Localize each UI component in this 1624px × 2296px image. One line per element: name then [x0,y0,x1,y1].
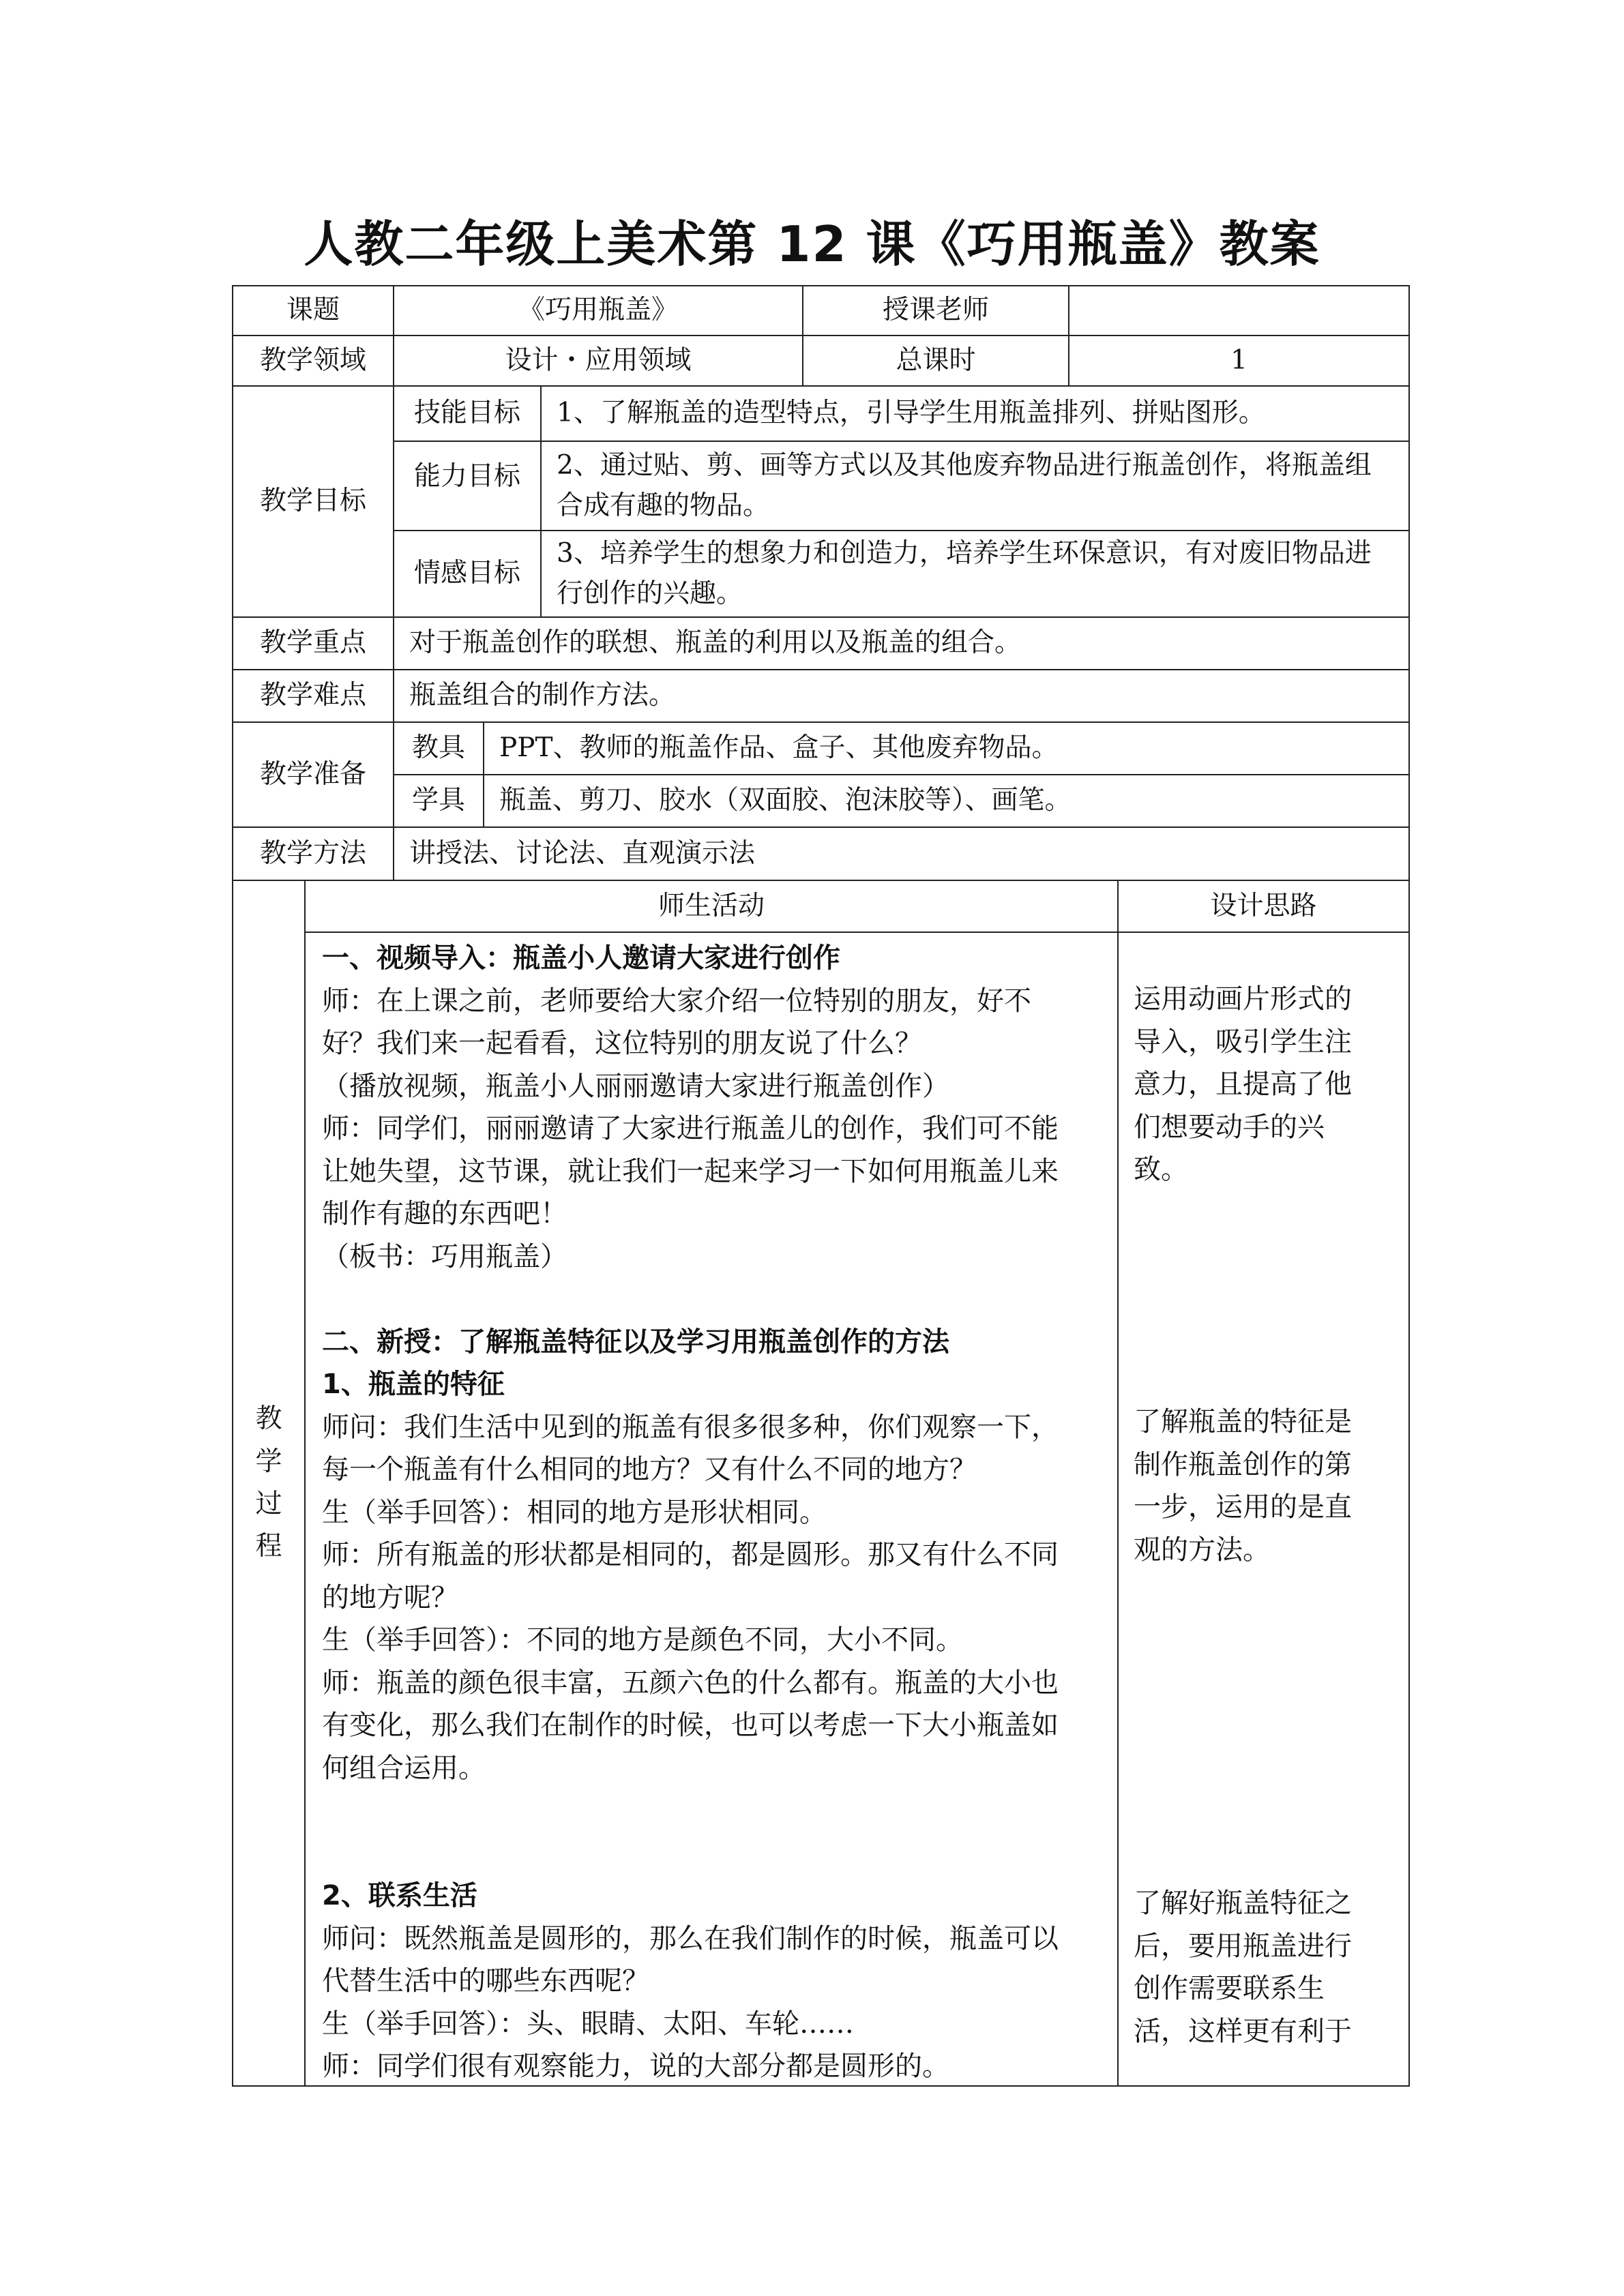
design-note-1 [1134,978,1352,1191]
activity-line [322,1832,1059,1875]
design-note-line: 一步，运用的是直 [1134,1491,1352,1523]
activity-heading: 2、联系生活 [322,1880,477,1911]
activity-line [322,1278,1059,1321]
preparation-label-cell: 教学准备 [232,721,394,828]
design-note-line: 致。 [1134,1154,1188,1185]
difficulties-label-cell: 教学难点 [232,669,394,723]
goal-ability-text: 2、通过贴、剪、画等方式以及其他废弃物品进行瓶盖创作，将瓶盖组合成有趣的物品。 [540,441,1410,531]
design-note-line: 创作需要联系生 [1134,1973,1325,2004]
topic-value-cell: 《巧用瓶盖》 [393,285,803,336]
goals-label-cell: 教学目标 [232,385,394,618]
prep-teacher-text: PPT、教师的瓶盖作品、盒子、其他废弃物品。 [483,721,1410,775]
methods-text-cell: 讲授法、讨论法、直观演示法 [393,826,1410,881]
activity-line: （播放视频，瓶盖小人丽丽邀请大家进行瓶盖创作） [322,1070,949,1102]
activity-line: 师：所有瓶盖的形状都是相同的，都是圆形。那又有什么不同 [322,1539,1059,1570]
activity-content-cell [304,931,1119,2087]
page-title: 人教二年级上美术第 12 课《巧用瓶盖》教案 [304,215,1320,273]
activity-line: 师问：我们生活中见到的瓶盖有很多很多种，你们观察一下， [322,1411,1059,1443]
activity-line: 师：在上课之前，老师要给大家介绍一位特别的朋友，好不 [322,985,1031,1017]
teacher-label-cell: 授课老师 [802,285,1069,336]
activity-line: 师：同学们，丽丽邀请了大家进行瓶盖儿的创作，我们可不能 [322,1113,1059,1144]
activity-line: 生（举手回答）：不同的地方是颜色不同，大小不同。 [322,1624,963,1656]
design-note-line: 观的方法。 [1134,1534,1270,1566]
process-label-char: 程 [255,1531,282,1562]
prep-student-text: 瓶盖、剪刀、胶水（双面胶、泡沫胶等）、画笔。 [483,774,1410,828]
process-label-char: 学 [255,1446,282,1477]
activity-heading: 一、视频导入：瓶盖小人邀请大家进行创作 [322,942,840,974]
activity-line: 有变化，那么我们在制作的时候，也可以考虑一下大小瓶盖如 [322,1710,1059,1741]
goal-ability-label: 能力目标 [393,441,542,531]
activity-line: （板书：巧用瓶盖） [322,1240,567,1272]
design-note-line: 运用动画片形式的 [1134,983,1352,1015]
goal-skill-label: 技能目标 [393,385,542,442]
design-note-line: 后，要用瓶盖进行 [1134,1930,1352,1962]
activity-line [322,1789,1059,1832]
goal-skill-text: 1、了解瓶盖的造型特点，引导学生用瓶盖排列、拼贴图形。 [540,385,1410,442]
keypoints-text-cell: 对于瓶盖创作的联想、瓶盖的利用以及瓶盖的组合。 [393,616,1410,670]
methods-label-cell: 教学方法 [232,826,394,881]
domain-label-cell: 教学领域 [232,335,394,387]
activity-line: 何组合运用。 [322,1752,486,1784]
activity-line: 师：瓶盖的颜色很丰富，五颜六色的什么都有。瓶盖的大小也 [322,1667,1059,1699]
design-note-line: 意力，且提高了他 [1134,1069,1352,1100]
goal-emotion-text: 3、培养学生的想象力和创造力，培养学生环保意识，有对废旧物品进行创作的兴趣。 [540,530,1410,618]
topic-label-cell: 课题 [232,285,394,336]
keypoints-label-cell: 教学重点 [232,616,394,670]
design-note-line: 导入，吸引学生注 [1134,1026,1352,1058]
goal-emotion-label: 情感目标 [393,530,542,618]
activity-line: 制作有趣的东西吧！ [322,1198,567,1229]
activity-line: 好？我们来一起看看，这位特别的朋友说了什么？ [322,1028,922,1059]
activity-line: 师：同学们很有观察能力，说的大部分都是圆形的。 [322,2051,949,2082]
activity-line: 代替生活中的哪些东西呢？ [322,1965,649,1997]
design-note-2 [1134,1401,1352,1571]
design-note-3 [1134,1882,1352,2053]
activity-line: 每一个瓶盖有什么相同的地方？又有什么不同的地方？ [322,1454,977,1485]
activity-header-cell: 师生活动 [304,880,1119,933]
hours-value-cell: 1 [1068,335,1410,387]
process-label [255,1398,282,1568]
design-note-line: 制作瓶盖创作的第 [1134,1448,1352,1480]
activity-heading: 二、新授：了解瓶盖特征以及学习用瓶盖创作的方法 [322,1326,949,1358]
process-label-char: 教 [255,1403,282,1435]
process-label-char: 过 [255,1489,282,1519]
prep-student-label: 学具 [393,774,484,828]
activity-line: 师问：既然瓶盖是圆形的，那么在我们制作的时候，瓶盖可以 [322,1922,1059,1954]
design-header-cell: 设计思路 [1117,880,1410,933]
design-content-cell [1117,931,1410,2087]
process-label-cell [232,880,306,2087]
activity-line: 生（举手回答）：相同的地方是形状相同。 [322,1496,827,1528]
prep-teacher-label: 教具 [393,721,484,775]
design-note-line: 了解瓶盖的特征是 [1134,1406,1352,1437]
design-note-line: 活，这样更有利于 [1134,2015,1352,2047]
difficulties-text-cell: 瓶盖组合的制作方法。 [393,669,1410,723]
teacher-value-cell [1068,285,1410,336]
activity-line: 的地方呢？ [322,1581,458,1613]
design-note-line: 了解好瓶盖特征之 [1134,1888,1352,1919]
domain-value-cell: 设计・应用领域 [393,335,803,387]
hours-label-cell: 总课时 [802,335,1069,387]
activity-heading: 1、瓶盖的特征 [322,1369,505,1400]
activity-line: 生（举手回答）：头、眼睛、太阳、车轮…… [322,2008,854,2040]
activity-line: 让她失望，这节课，就让我们一起来学习一下如何用瓶盖儿来 [322,1155,1059,1187]
design-note-line: 们想要动手的兴 [1134,1111,1325,1143]
activity-lines [306,933,1072,2088]
